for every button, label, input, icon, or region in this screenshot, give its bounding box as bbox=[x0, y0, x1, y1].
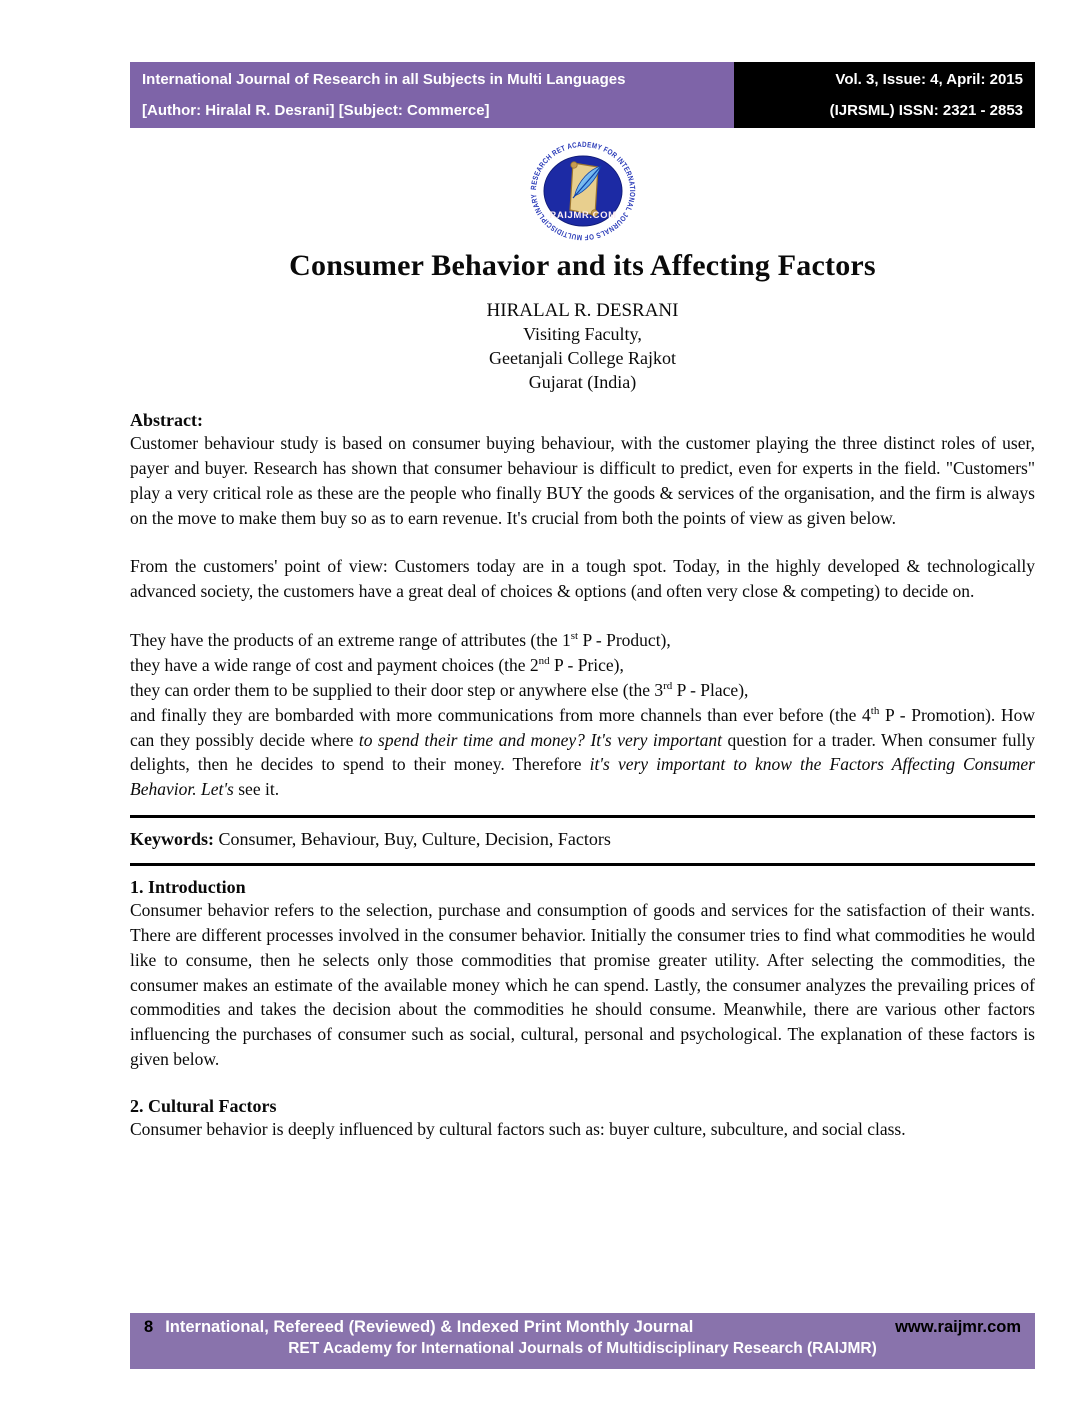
section-heading: 1. Introduction bbox=[130, 877, 246, 898]
journal-author-subject: [Author: Hiralal R. Desrani] [Subject: Commerce] bbox=[142, 102, 490, 119]
page-footer bbox=[130, 1313, 1035, 1369]
section-body: Consumer behavior is deeply influenced by cultural factors such as: buyer culture, subculture, and social class. bbox=[130, 1118, 906, 1139]
abstract-paragraph-2: From the customers' point of view: Customers today are in a tough spot. Today, in the highly developed & technologically advanced society, the customers have a great deal of choices & options (and often very close & competing) to decide on. bbox=[130, 556, 1035, 602]
article-title: Consumer Behavior and its Affecting Factors bbox=[289, 249, 876, 282]
keywords-value: Consumer, Behaviour, Buy, Culture, Decision, Factors bbox=[214, 829, 611, 850]
footer-journal-type: International, Refereed (Reviewed) & Indexed Print Monthly Journal bbox=[165, 1318, 694, 1336]
raijmr-logo bbox=[130, 139, 1035, 243]
journal-title: International Journal of Research in all Subjects in Multi Languages bbox=[142, 71, 626, 88]
author-location: Gujarat (India) bbox=[528, 372, 637, 393]
journal-issn-info: (IJRSML) ISSN: 2321 - 2853 bbox=[829, 102, 1023, 119]
logo-center-text: RAIJMR.COM bbox=[548, 210, 617, 221]
keywords-line bbox=[130, 829, 1035, 850]
author-name: HIRALAL R. DESRANI bbox=[486, 300, 679, 321]
journal-header-right bbox=[734, 62, 1035, 128]
abstract-paragraph-1: Customer behaviour study is based on consumer buying behaviour, with the customer playing the three distinct roles of user, payer and buyer. Research has shown that consumer behaviour is difficult to predict, even for experts in the field. "Customers" play a very critical role as these are the people who finally BUY the goods & services of the organisation, and the firm is always on the move to make them buy so as to earn revenue. It's crucial from both the points of view as given below. bbox=[130, 433, 1035, 528]
logo-ring-text: RESEARCH RET ACADEMY FOR INTERNATIONAL JOURNALS OF MULTIDISCIPLINARY bbox=[528, 139, 637, 243]
list-item: they can order them to be supplied to their door step or anywhere else (the 3rd P - Place), bbox=[130, 679, 749, 700]
keywords-label: Keywords: bbox=[130, 829, 214, 850]
list-item: They have the products of an extreme range of attributes (the 1st P - Product), bbox=[130, 630, 671, 651]
divider-rule bbox=[130, 815, 1035, 818]
footer-row-1 bbox=[144, 1318, 1021, 1337]
raijmr-logo-icon bbox=[527, 139, 639, 243]
section-heading: 2. Cultural Factors bbox=[130, 1095, 277, 1116]
section-body: Consumer behavior refers to the selection, purchase and consumption of goods and services for the satisfaction of their wants. There are different processes involved in the consumer behavior. Initially the consumer tries to find what commodities he would like to consume, then he selects only those commodities that promise greater utility. After selecting the commodities, the consumer makes an estimate of the available money which he can spend. Lastly, the consumer analyzes the prevailing prices of commodities and takes the decision about the commodities he should consume. Meanwhile, there are various other factors influencing the purchases of consumer such as social, cultural, personal and psychological. The explanation of these factors is given below. bbox=[130, 900, 1035, 1070]
journal-header bbox=[130, 62, 1035, 128]
author-role: Visiting Faculty, bbox=[523, 324, 642, 345]
footer-academy-line: RET Academy for International Journals of Multidisciplinary Research (RAIJMR) bbox=[288, 1340, 877, 1357]
section-cultural-factors bbox=[130, 1096, 1035, 1142]
author-block bbox=[130, 298, 1035, 395]
section-introduction bbox=[130, 877, 1035, 1072]
journal-header-left bbox=[130, 62, 734, 128]
page-number: 8 bbox=[144, 1318, 154, 1336]
journal-volume-info: Vol. 3, Issue: 4, April: 2015 bbox=[835, 71, 1023, 88]
abstract-heading: Abstract: bbox=[130, 410, 203, 431]
list-item: they have a wide range of cost and payment choices (the 2nd P - Price), bbox=[130, 654, 624, 675]
footer-website: www.raijmr.com bbox=[895, 1318, 1021, 1336]
author-college: Geetanjali College Rajkot bbox=[489, 348, 676, 369]
abstract-final-paragraph: and finally they are bombarded with more communications from more channels than ever before (the 4th P - Promotion). How can they possibly decide where to spend their time and money? It's very important question for a trader. When consumer fully delights, then he decides to spend to their money. Therefore it's very important to know the Factors Affecting Consumer Behavior. Let's see it. bbox=[130, 704, 1036, 800]
four-p-list bbox=[130, 628, 1035, 802]
divider-rule bbox=[130, 863, 1035, 866]
